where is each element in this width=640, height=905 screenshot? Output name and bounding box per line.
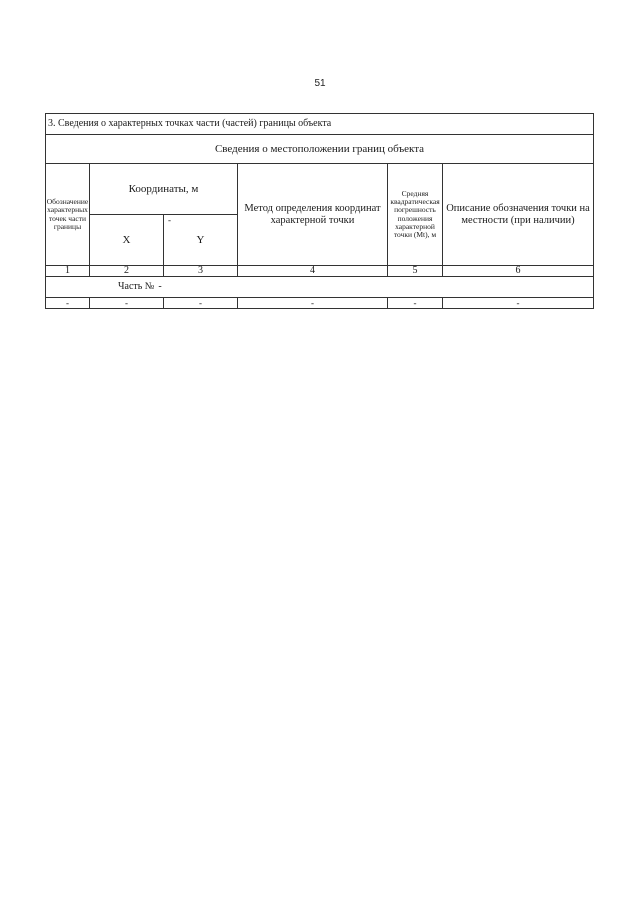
table-cell: - xyxy=(46,298,90,309)
boundary-points-table xyxy=(45,113,594,309)
header-mean-error: Средняя квадратическая погрешность положения характерной точки (Мt), м xyxy=(388,164,443,266)
header-y-prefix: - xyxy=(168,215,171,225)
header-method: Метод определения координат характерной точки xyxy=(238,164,388,266)
column-number: 4 xyxy=(238,266,388,277)
header-y: Y xyxy=(196,233,205,246)
table-cell: - xyxy=(238,298,388,309)
header-y-cell xyxy=(164,215,238,266)
table-cell: - xyxy=(90,298,164,309)
header-x: X xyxy=(90,215,164,266)
part-row xyxy=(46,277,594,298)
header-row-1 xyxy=(46,164,594,215)
table-row xyxy=(46,298,594,309)
header-coordinates: Координаты, м xyxy=(90,164,238,215)
part-label-cell xyxy=(46,277,594,298)
location-heading-row xyxy=(46,135,594,164)
header-description: Описание обозначения точки на местности (при наличии) xyxy=(443,164,594,266)
column-number: 2 xyxy=(90,266,164,277)
location-heading: Сведения о местоположении границ объекта xyxy=(46,135,594,164)
part-label: Часть № xyxy=(118,281,155,293)
header-point-designation: Обозначение характерных точек части границы xyxy=(46,164,90,266)
table-cell: - xyxy=(164,298,238,309)
table-cell: - xyxy=(443,298,594,309)
column-number: 6 xyxy=(443,266,594,277)
column-numbers-row xyxy=(46,266,594,277)
section-heading-row xyxy=(46,114,594,135)
section-heading: 3. Сведения о характерных точках части (частей) границы объекта xyxy=(46,114,594,135)
column-number: 1 xyxy=(46,266,90,277)
column-number: 3 xyxy=(164,266,238,277)
part-value: - xyxy=(158,281,162,293)
column-number: 5 xyxy=(388,266,443,277)
table-cell: - xyxy=(388,298,443,309)
page-number: 51 xyxy=(314,78,326,89)
